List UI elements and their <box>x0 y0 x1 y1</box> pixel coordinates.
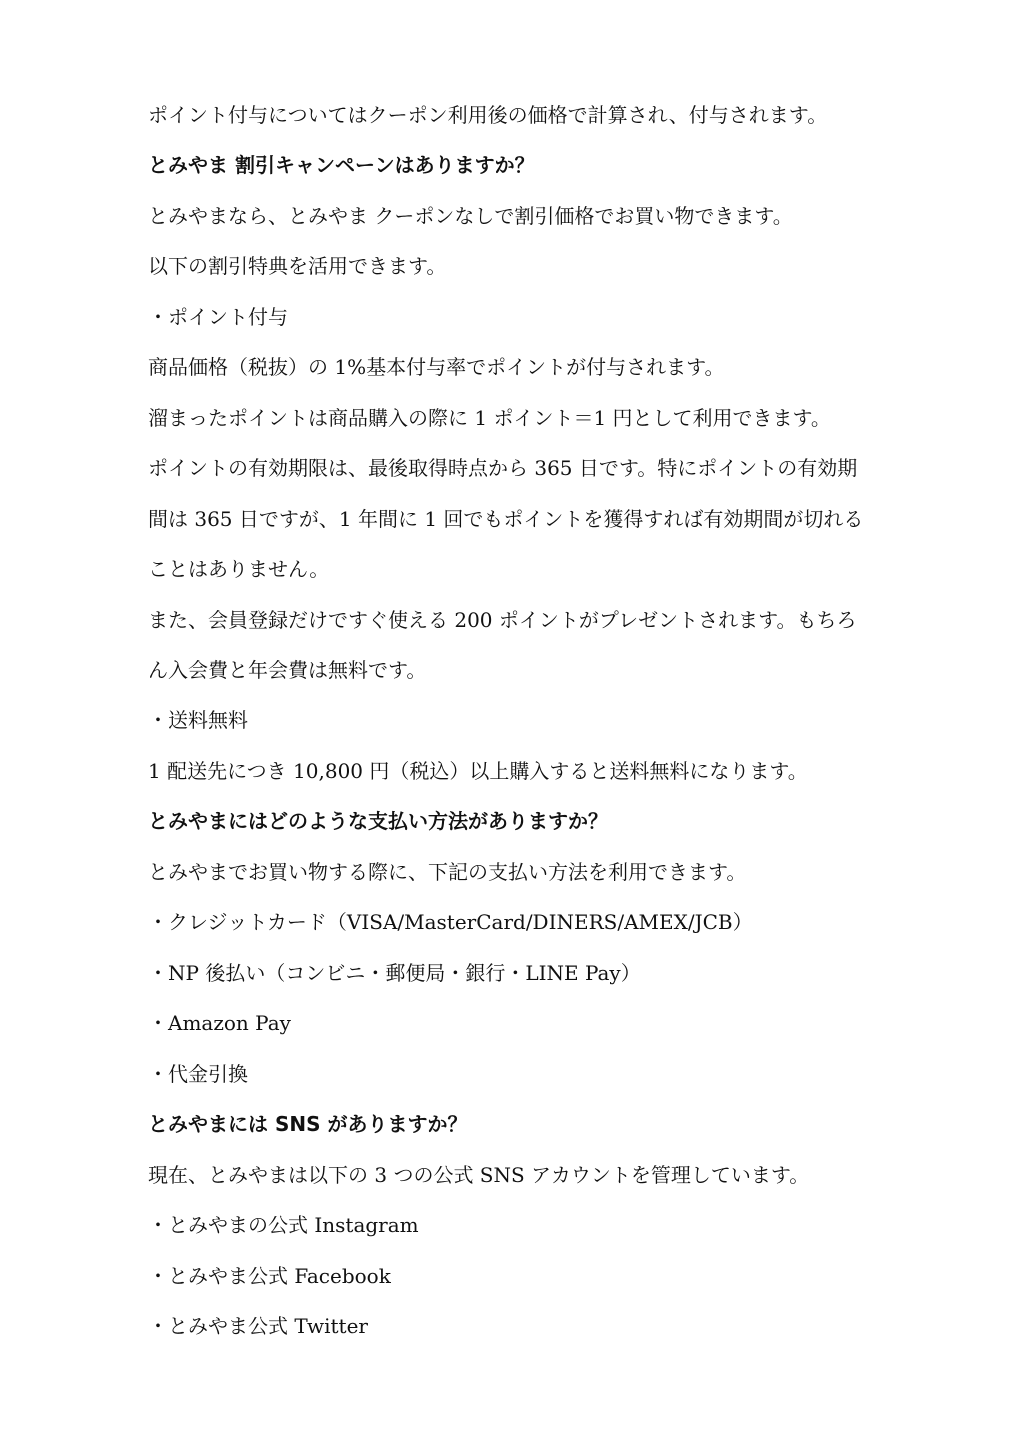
bullet-item: ・代金引換 <box>148 1062 248 1086</box>
bullet-item: ・Amazon Pay <box>148 1011 291 1035</box>
paragraph-line: ことはありません。 <box>148 557 330 581</box>
paragraph-line: また、会員登録だけですぐ使える 200 ポイントがプレゼントされます。もちろ <box>148 608 857 632</box>
section-heading: とみやま 割引キャンペーンはありますか？ <box>148 153 535 177</box>
bullet-item: ・とみやま公式 Facebook <box>148 1264 391 1288</box>
bullet-item: ・送料無料 <box>148 708 248 732</box>
paragraph-line: 現在、とみやまは以下の 3 つの公式 SNS アカウントを管理しています。 <box>148 1163 810 1187</box>
paragraph-line: 商品価格（税抜）の 1%基本付与率でポイントが付与されます。 <box>148 355 725 379</box>
paragraph-line: 1 配送先につき 10,800 円（税込）以上購入すると送料無料になります。 <box>148 759 808 783</box>
section-heading: とみやまには SNS がありますか？ <box>148 1112 468 1136</box>
paragraph-line: 間は 365 日ですが、1 年間に 1 回でもポイントを獲得すれば有効期間が切れる <box>148 507 864 531</box>
bullet-item: ・ポイント付与 <box>148 305 288 329</box>
paragraph-line: 溜まったポイントは商品購入の際に 1 ポイント＝1 円として利用できます。 <box>148 406 831 430</box>
paragraph-line: ポイントの有効期限は、最後取得時点から 365 日です。特にポイントの有効期 <box>148 456 858 480</box>
paragraph-line: とみやまでお買い物する際に、下記の支払い方法を利用できます。 <box>148 860 747 884</box>
paragraph-line: ん入会費と年会費は無料です。 <box>148 658 427 682</box>
bullet-item: ・クレジットカード（VISA/MasterCard/DINERS/AMEX/JCB） <box>148 910 753 934</box>
paragraph-line: ポイント付与についてはクーポン利用後の価格で計算され、付与されます。 <box>148 103 828 127</box>
section-heading: とみやまにはどのような支払い方法がありますか？ <box>148 809 608 833</box>
paragraph-line: とみやまなら、とみやま クーポンなしで割引価格でお買い物できます。 <box>148 204 793 228</box>
bullet-item: ・とみやま公式 Twitter <box>148 1314 368 1338</box>
bullet-item: ・NP 後払い（コンビニ・郵便局・銀行・LINE Pay） <box>148 961 641 985</box>
bullet-item: ・とみやまの公式 Instagram <box>148 1213 419 1237</box>
paragraph-line: 以下の割引特典を活用できます。 <box>148 254 447 278</box>
